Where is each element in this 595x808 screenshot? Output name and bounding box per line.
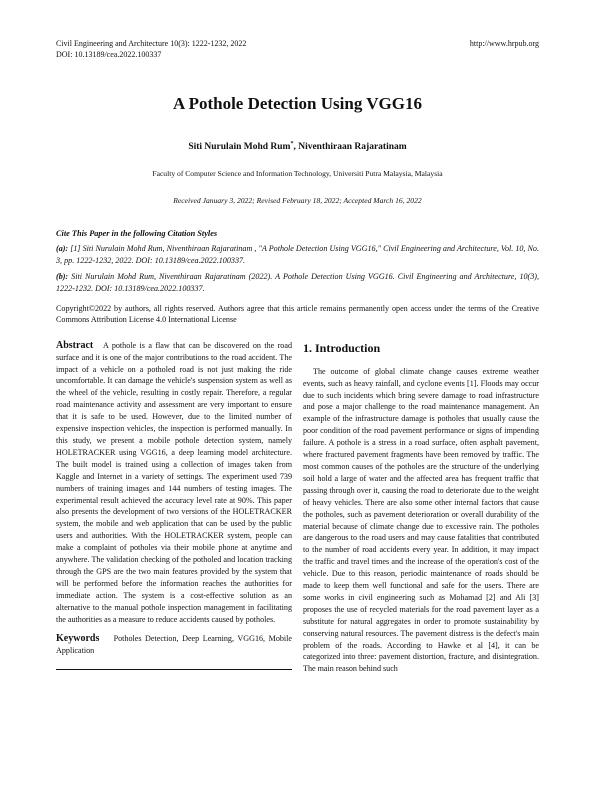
right-column xyxy=(303,340,539,676)
citation-b-text: Siti Nurulain Mohd Rum, Niventhiraan Rajaratinam (2022). A Pothole Detection Using VGG16. Civil Engineering and Architecture, 10(3), 1222-1232. DOI: 10.13189/cea.2022.100337. xyxy=(56,272,539,293)
author-1: Siti Nurulain Mohd Rum xyxy=(188,142,291,153)
keywords xyxy=(56,633,292,657)
section-heading-introduction: 1. Introduction xyxy=(303,340,381,355)
citation-b xyxy=(56,271,539,294)
column-divider-rule xyxy=(56,669,292,670)
paper-title: A Pothole Detection Using VGG16 xyxy=(172,94,422,113)
citation-heading: Cite This Paper in the following Citation Styles xyxy=(56,229,218,239)
journal-citation: Civil Engineering and Architecture 10(3): 1222-1232, 2022 xyxy=(56,39,247,48)
citation-a xyxy=(56,243,539,266)
citation-a-label: (a): xyxy=(56,244,69,254)
running-header xyxy=(56,38,539,60)
left-column xyxy=(56,340,292,676)
affiliation: Faculty of Computer Science and Information Technology, Universiti Putra Malaysia, Malaysia xyxy=(152,169,443,179)
copyright-notice: Copyright©2022 by authors, all rights reserved. Authors agree that this article remains permanently open access under the terms of the Creative Commons Attribution License 4.0 International License xyxy=(56,303,539,325)
two-column-body xyxy=(56,340,539,676)
journal-url[interactable]: http://www.hrpub.org xyxy=(469,39,539,48)
keywords-label: Keywords xyxy=(56,633,100,645)
citation-b-label: (b): xyxy=(56,272,69,282)
keywords-text: Potholes Detection, Deep Learning, VGG16, Mobile Application xyxy=(56,634,293,656)
abstract-text: A pothole is a flaw that can be discovered on the road surface and it is one of the major contributions to the road accident. The impact of a vehicle on a potholed road is not just making the ride uncomfortable. It can damage the vehicle's suspension system as well as the wheel of the vehicle, resulting in costly repair. Therefore, a regular road maintenance activity and assessment are very important to ensure that it is safe to be used. However, due to the limited number of expensive inspection vehicles, the inspection is performed manually. In this study, we present a mobile pothole detection system, namely HOLETRACKER using VGG16, a deep learning model architecture. The built model is trained using a collection of images taken from Kaggle and Internet in a variety of settings. The experiment used 739 numbers of training images and 144 numbers of testing images. The experimental result achieved the accuracy level rate at 90%. This paper also presents the development of two versions of the HOLETRACKER system, the mobile and web application that can be used by the public users and authorities. With the HOLETRACKER system, people can make a complaint of potholes via their mobile phone at anytime and anywhere. The validation checking of the potholed and location tracking through the GPS are the two main features provided by the system that will be performed before the information reaches the authorities for immediate action. The system is a cost-effective solution as an alternative to the manual pothole inspection management in facilitating the authorities as a measure to reduce accidents caused by potholes. xyxy=(56,340,292,624)
author-list xyxy=(56,141,539,152)
doi: DOI: 10.13189/cea.2022.100337 xyxy=(56,50,162,59)
author-2: , Niventhiraan Rajaratinam xyxy=(293,142,407,153)
introduction-text: The outcome of global climate change causes extreme weather events, such as heavy rainfall, and cyclone events [1]. Floods may occur due to such incidents which bring severe damage to road infrastructure and pose a major challenge to the road maintenance management. An example of the infrastructure damage is potholes that usually cause the poor condition of the road pavement performance or signs of impending failure. A pothole is a stress in a road surface, often asphalt pavement, where fractured pavement fragments have been removed by traffic. The most common causes of the potholes are the structure of the underlying soil hold a large of water and the affected area has frequent traffic that passing through over it, causing the road to deteriorate due to the weight of heavy vehicles. There are also some other internal factors that cause the potholes, such as pavement deterioration or overall durability of the material because of climate change due to excessive rain. The potholes are dangerous to the road users and may cause fatalities that contributed to the number of road accidents every year. In addition, it may impact the traffic and travel times and the increase of the operation's cost of the vehicle. Due to this reason, periodic maintenance of roads should be made to keep them well functional and safe for the users. There are some works in civil engineering such as Mohamad [2] and Ali [3] proposes the use of recycled materials for the road pavement layer as a substitute for natural aggregates in order to promote sustainability by conserving natural resources. The pavement distress is the defect's main problem of the roads. According to Hawke et al [4], it can be categorized into three: pavement distortion, fracture, and disintegration. The main reason behind such xyxy=(303,366,539,674)
submission-dates: Received January 3, 2022; Revised February 18, 2022; Accepted March 16, 2022 xyxy=(173,196,422,206)
journal-info xyxy=(56,38,246,60)
abstract xyxy=(56,340,292,626)
citation-a-text: [1] Siti Nurulain Mohd Rum, Niventhiraan Rajaratinam , "A Pothole Detection Using VGG16," Civil Engineering and Architecture, Vol. 10, No. 3, pp. 1222-1232, 2022. DOI: 10.13189/cea.2022.100337. xyxy=(56,244,539,265)
corresponding-mark: * xyxy=(290,141,294,147)
abstract-label: Abstract xyxy=(56,339,94,351)
